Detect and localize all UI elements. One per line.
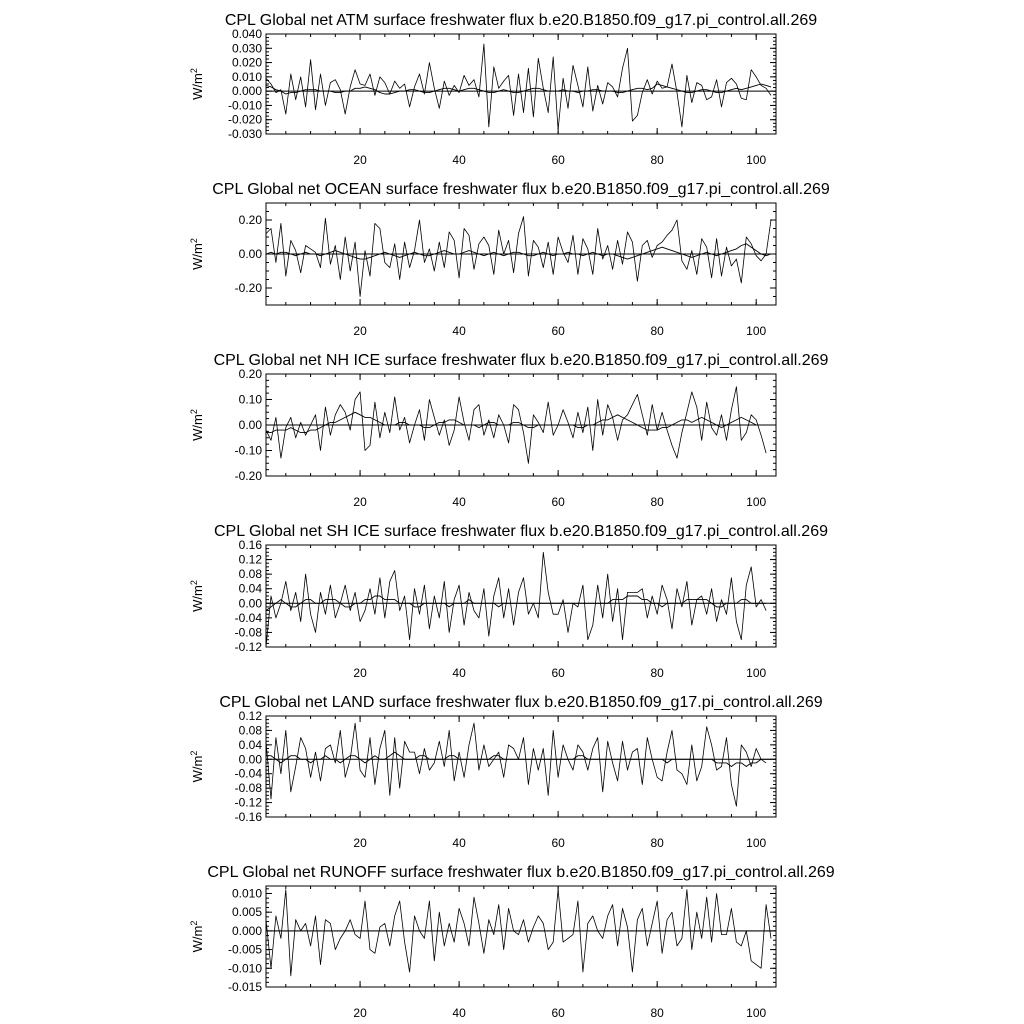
y-tick-label: -0.16 bbox=[234, 810, 262, 824]
x-tick-label: 20 bbox=[353, 666, 367, 680]
y-tick-label: 0.12 bbox=[238, 709, 262, 723]
x-tick-label: 100 bbox=[746, 836, 767, 850]
x-tick-label: 40 bbox=[452, 153, 466, 167]
chart-title: CPL Global net LAND surface freshwater flux b.e20.B1850.f09_g17.pi_control.all.269 bbox=[219, 694, 823, 711]
y-axis-label-superscript: 2 bbox=[189, 238, 199, 244]
chart-panel bbox=[189, 181, 830, 338]
y-tick-label: 0.00 bbox=[238, 596, 262, 611]
y-axis-label-superscript: 2 bbox=[189, 68, 199, 74]
y-tick-label: 0.00 bbox=[238, 752, 262, 767]
y-tick-label: -0.020 bbox=[227, 112, 262, 127]
chart-panel bbox=[189, 864, 835, 1020]
y-tick-label: 0.010 bbox=[231, 69, 262, 84]
y-tick-label: 0.00 bbox=[238, 247, 262, 261]
chart-title: CPL Global net ATM surface freshwater flux b.e20.B1850.f09_g17.pi_control.all.269 bbox=[224, 12, 818, 29]
x-tick-label: 20 bbox=[353, 1006, 367, 1020]
y-tick-label: 0.00 bbox=[238, 418, 262, 432]
x-tick-label: 60 bbox=[551, 666, 565, 680]
y-axis-label-superscript: 2 bbox=[189, 580, 199, 586]
y-axis-label-unit: W/m bbox=[190, 414, 205, 441]
y-tick-label: 0.12 bbox=[238, 552, 262, 567]
y-axis-label bbox=[189, 238, 205, 270]
chart-panel bbox=[189, 352, 829, 509]
series-line bbox=[266, 723, 766, 806]
series-line bbox=[266, 44, 771, 130]
chart-title: CPL Global net OCEAN surface freshwater flux b.e20.B1850.f09_g17.pi_control.all.269 bbox=[212, 181, 830, 198]
plot-frame bbox=[266, 716, 776, 817]
y-tick-label: 0.16 bbox=[238, 538, 262, 552]
x-tick-label: 80 bbox=[650, 666, 664, 680]
x-tick-label: 80 bbox=[650, 324, 664, 338]
series-line bbox=[266, 890, 771, 976]
y-tick-label: -0.08 bbox=[234, 625, 262, 640]
y-tick-label: -0.04 bbox=[234, 766, 262, 781]
y-tick-label: 0.000 bbox=[231, 923, 262, 938]
y-tick-label: 0.10 bbox=[238, 392, 262, 407]
x-tick-label: 60 bbox=[551, 495, 565, 509]
y-axis-label-unit: W/m bbox=[190, 73, 205, 100]
y-tick-label: 0.08 bbox=[238, 567, 262, 582]
x-tick-label: 20 bbox=[353, 495, 367, 509]
y-axis-label bbox=[189, 580, 205, 612]
x-tick-label: 40 bbox=[452, 666, 466, 680]
y-tick-label: -0.010 bbox=[227, 961, 262, 976]
y-tick-label: -0.10 bbox=[234, 443, 262, 458]
y-axis-label bbox=[189, 921, 205, 953]
x-tick-label: 100 bbox=[746, 324, 767, 338]
y-tick-label: -0.08 bbox=[234, 781, 262, 796]
y-tick-label: -0.12 bbox=[234, 640, 262, 654]
chart-panel bbox=[189, 523, 828, 680]
y-tick-label: -0.20 bbox=[234, 469, 262, 483]
x-tick-label: 100 bbox=[746, 495, 767, 509]
y-axis-label bbox=[189, 751, 205, 783]
y-axis-label-unit: W/m bbox=[190, 585, 205, 612]
chart-title: CPL Global net SH ICE surface freshwater flux b.e20.B1850.f09_g17.pi_control.all.269 bbox=[214, 523, 828, 540]
x-tick-label: 60 bbox=[551, 153, 565, 167]
x-tick-label: 40 bbox=[452, 836, 466, 850]
y-tick-label: 0.20 bbox=[238, 213, 262, 227]
x-tick-label: 80 bbox=[650, 836, 664, 850]
x-tick-label: 60 bbox=[551, 324, 565, 338]
y-axis-label-superscript: 2 bbox=[189, 750, 199, 756]
x-tick-label: 20 bbox=[353, 153, 367, 167]
chart-title: CPL Global net RUNOFF surface freshwater flux b.e20.B1850.f09_g17.pi_control.all.269 bbox=[207, 864, 835, 881]
x-tick-label: 20 bbox=[353, 836, 367, 850]
x-tick-label: 80 bbox=[650, 495, 664, 509]
x-tick-label: 100 bbox=[746, 666, 767, 680]
x-tick-label: 20 bbox=[353, 324, 367, 338]
y-axis-label-unit: W/m bbox=[190, 243, 205, 270]
y-axis-label bbox=[189, 409, 205, 441]
series-line bbox=[266, 244, 771, 259]
x-tick-label: 100 bbox=[746, 153, 767, 167]
y-tick-label: 0.04 bbox=[238, 737, 262, 752]
y-tick-label: -0.015 bbox=[227, 980, 262, 994]
y-tick-label: 0.08 bbox=[238, 723, 262, 738]
y-tick-label: 0.20 bbox=[238, 367, 262, 381]
y-tick-label: -0.030 bbox=[227, 127, 262, 141]
y-tick-label: 0.040 bbox=[231, 27, 262, 41]
y-tick-label: -0.20 bbox=[234, 281, 262, 295]
x-tick-label: 80 bbox=[650, 1006, 664, 1020]
x-tick-label: 40 bbox=[452, 1006, 466, 1020]
y-tick-label: -0.12 bbox=[234, 795, 262, 810]
x-tick-label: 60 bbox=[551, 1006, 565, 1020]
y-axis-label-superscript: 2 bbox=[189, 409, 199, 415]
y-axis-label-superscript: 2 bbox=[189, 920, 199, 926]
x-tick-label: 40 bbox=[452, 495, 466, 509]
y-axis-label-unit: W/m bbox=[190, 925, 205, 953]
x-tick-label: 80 bbox=[650, 153, 664, 167]
y-axis-label-unit: W/m bbox=[190, 755, 205, 783]
y-tick-label: -0.04 bbox=[234, 610, 262, 625]
y-tick-label: 0.000 bbox=[231, 84, 262, 99]
x-tick-label: 100 bbox=[746, 1006, 767, 1020]
x-tick-label: 40 bbox=[452, 324, 466, 338]
y-tick-label: 0.030 bbox=[231, 41, 262, 56]
y-axis-label bbox=[189, 68, 205, 100]
chart-panel bbox=[189, 12, 817, 167]
chart-panel bbox=[189, 694, 823, 850]
x-tick-label: 60 bbox=[551, 836, 565, 850]
y-tick-label: 0.010 bbox=[231, 886, 262, 901]
plot-frame bbox=[266, 886, 776, 987]
y-tick-label: 0.020 bbox=[231, 55, 262, 70]
y-tick-label: -0.005 bbox=[227, 942, 262, 957]
y-tick-label: -0.010 bbox=[227, 98, 262, 113]
chart-title: CPL Global net NH ICE surface freshwater flux b.e20.B1850.f09_g17.pi_control.all.269 bbox=[213, 352, 829, 369]
y-tick-label: 0.04 bbox=[238, 581, 262, 596]
y-tick-label: 0.005 bbox=[231, 905, 262, 920]
